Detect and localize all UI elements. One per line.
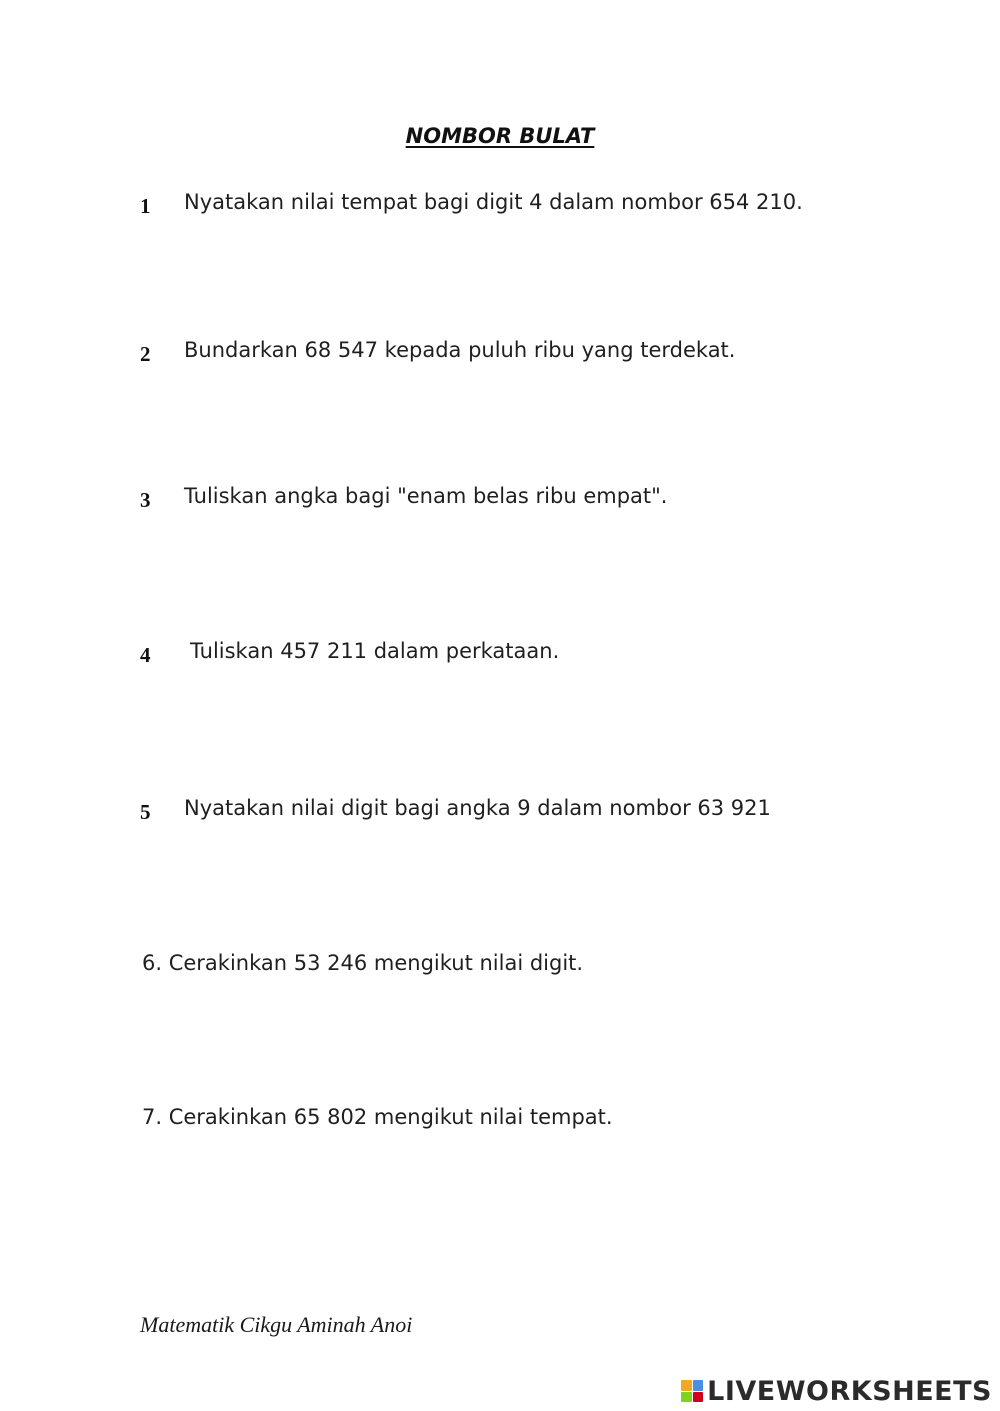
question-text: Tuliskan angka bagi "enam belas ribu empat".	[184, 484, 668, 508]
logo-square	[681, 1392, 692, 1403]
question-number: 5	[140, 800, 151, 824]
logo-square	[693, 1392, 704, 1403]
question-number: 3	[140, 488, 151, 512]
question-6	[0, 945, 1000, 985]
liveworksheets-logo-icon	[681, 1380, 703, 1402]
logo-square	[693, 1380, 704, 1391]
question-2	[0, 332, 1000, 372]
question-text: 6. Cerakinkan 53 246 mengikut nilai digit.	[142, 951, 584, 975]
author-credit: Matematik Cikgu Aminah Anoi	[140, 1312, 413, 1337]
question-text: Tuliskan 457 211 dalam perkataan.	[190, 639, 560, 663]
question-text: Bundarkan 68 547 kepada puluh ribu yang terdekat.	[184, 338, 736, 362]
question-7	[0, 1099, 1000, 1139]
question-number: 4	[140, 643, 151, 667]
worksheet-title: NOMBOR BULAT	[405, 124, 595, 148]
question-text: 7. Cerakinkan 65 802 mengikut nilai tempat.	[142, 1105, 613, 1129]
question-number: 1	[140, 194, 151, 218]
question-5	[0, 790, 1000, 830]
question-number: 2	[140, 342, 151, 366]
question-text: Nyatakan nilai tempat bagi digit 4 dalam nombor 654 210.	[184, 190, 803, 214]
brand-text: LIVEWORKSHEETS	[707, 1375, 992, 1407]
question-text: Nyatakan nilai digit bagi angka 9 dalam nombor 63 921	[184, 796, 771, 820]
question-4	[0, 633, 1000, 673]
question-1	[0, 184, 1000, 224]
liveworksheets-brand[interactable]	[681, 1374, 992, 1408]
logo-square	[681, 1380, 692, 1391]
question-3	[0, 478, 1000, 518]
